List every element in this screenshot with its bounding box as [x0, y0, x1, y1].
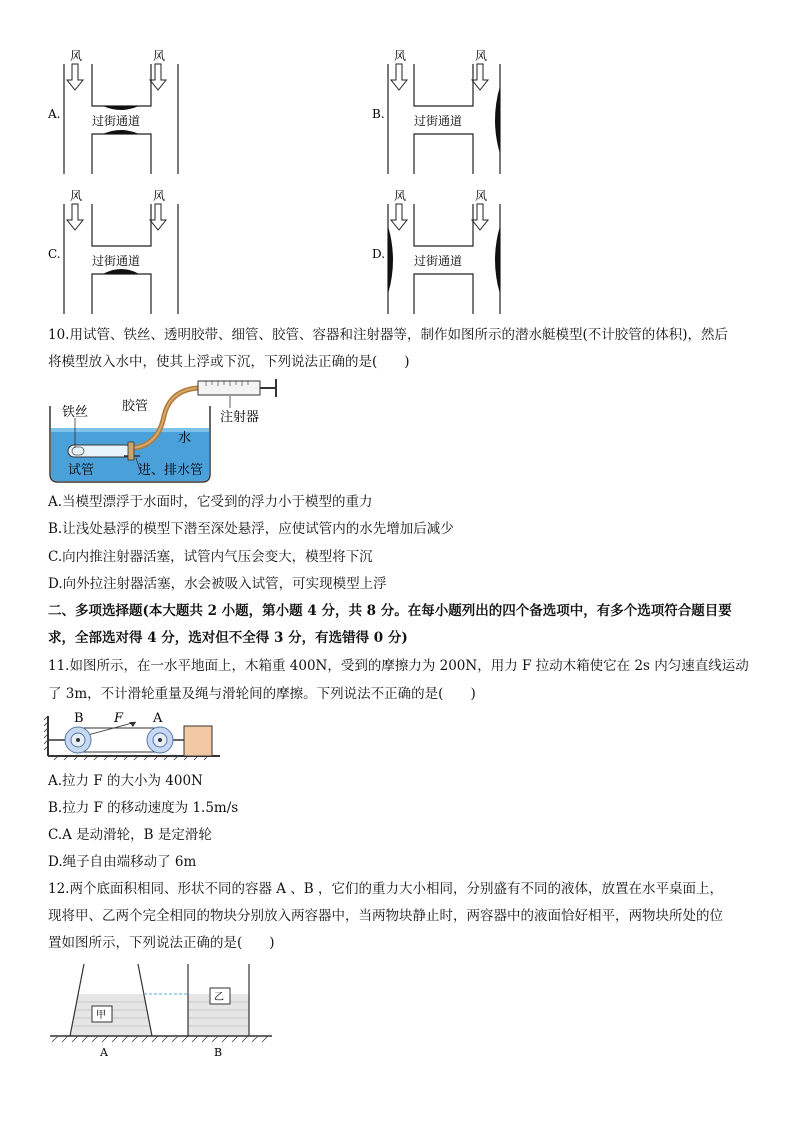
- option-a-letter: A.: [48, 107, 61, 121]
- wind-label-right: 风: [475, 49, 488, 63]
- option-c-letter: C.: [48, 247, 61, 261]
- label-hose: 胶管: [122, 399, 149, 414]
- wind-options-figure: [40, 44, 520, 319]
- label-f: F: [114, 711, 124, 726]
- q10-option-a[interactable]: A.当模型漂浮于水面时，它受到的浮力小于模型的重力: [48, 494, 373, 510]
- bulge-right: [495, 226, 500, 294]
- label-inlet: 进、排水管: [138, 463, 204, 478]
- option-a-figure[interactable]: [47, 49, 178, 174]
- option-b-figure[interactable]: [372, 49, 500, 174]
- label-b: B: [74, 711, 84, 726]
- q11-option-c[interactable]: C.A 是动滑轮，B 是定滑轮: [48, 827, 212, 843]
- label-container-a: A: [100, 1046, 108, 1059]
- q11-option-d[interactable]: D.绳子自由端移动了 6m: [48, 854, 197, 870]
- wind-label-left: 风: [394, 189, 407, 203]
- q10-stem-line2: 将模型放入水中，使其上浮或下沉，下列说法正确的是( ): [48, 354, 410, 370]
- wind-arrow-right-icon: [150, 64, 166, 90]
- channel-label: 过街通道: [414, 114, 463, 128]
- wind-label-left: 风: [70, 189, 83, 203]
- wind-arrow-left-icon: [67, 64, 83, 90]
- pulley-figure: [44, 708, 224, 764]
- q11-option-a[interactable]: A.拉力 F 的大小为 400N: [48, 773, 203, 789]
- label-syringe: 注射器: [220, 410, 260, 425]
- q11-stem-line1: 11.如图所示，在一水平地面上，木箱重 400N，受到的摩擦力为 200N，用力 F 拉动木箱使它在 2s 内匀速直线运动: [48, 658, 749, 674]
- label-wire: 铁丝: [62, 405, 89, 420]
- option-d-figure[interactable]: [372, 189, 500, 314]
- bulge-bottom: [103, 269, 139, 274]
- containers-figure: [48, 960, 278, 1060]
- wooden-box: [184, 726, 212, 756]
- wind-label-right: 风: [153, 189, 166, 203]
- q11-stem-line2: 了 3m，不计滑轮重量及绳与滑轮间的摩擦。下列说法不正确的是( ): [48, 686, 476, 702]
- wind-label-right: 风: [153, 49, 166, 63]
- pulley-b: [65, 727, 91, 753]
- channel-label: 过街通道: [92, 114, 141, 128]
- wind-arrow-right-icon: [472, 64, 488, 90]
- wind-label-right: 风: [475, 189, 488, 203]
- option-b-letter: B.: [372, 107, 385, 121]
- label-jia: 甲: [96, 1010, 106, 1021]
- q10-option-b[interactable]: B.让浅处悬浮的模型下潜至深处悬浮，应使试管内的水先增加后减少: [48, 521, 454, 537]
- wind-arrow-left-icon: [391, 204, 407, 230]
- section2-heading-line2: 求，全部选对得 4 分，选对但不全得 3 分，有选错得 0 分): [48, 630, 408, 646]
- label-tube: 试管: [68, 463, 95, 478]
- wind-arrow-left-icon: [391, 64, 407, 90]
- q12-stem-line1: 12.两个底面积相同、形状不同的容器 A 、B ，它们的重力大小相同，分别盛有不同的液体，放置在水平桌面上，: [48, 881, 724, 897]
- wind-label-left: 风: [394, 49, 407, 63]
- label-a: A: [153, 711, 163, 726]
- q12-stem-line3: 置如图所示，下列说法正确的是( ): [48, 935, 275, 951]
- wind-label-left: 风: [70, 49, 83, 63]
- label-yi: 乙: [214, 992, 224, 1003]
- channel-label: 过街通道: [92, 254, 141, 268]
- syringe: [198, 381, 260, 395]
- q10-option-c[interactable]: C.向内推注射器活塞，试管内气压会变大，模型将下沉: [48, 549, 373, 565]
- bulge-bottom: [103, 130, 139, 134]
- q11-option-b[interactable]: B.拉力 F 的移动速度为 1.5m/s: [48, 800, 239, 816]
- label-container-b: B: [214, 1046, 223, 1059]
- q10-option-d[interactable]: D.向外拉注射器活塞，水会被吸入试管，可实现模型上浮: [48, 576, 387, 592]
- wind-arrow-right-icon: [472, 204, 488, 230]
- q10-stem-line1: 10.用试管、铁丝、透明胶带、细管、胶管、容器和注射器等，制作如图所示的潜水艇模型(不计胶管的体积)，然后: [48, 327, 729, 343]
- submarine-model-figure: [48, 376, 288, 486]
- option-c-figure[interactable]: [48, 189, 178, 314]
- bulge-right: [495, 86, 500, 154]
- channel-label: 过街通道: [414, 254, 463, 268]
- section2-heading-line1: 二、多项选择题(本大题共 2 小题，第小题 4 分，共 8 分。在每小题列出的四个备选项中，有多个选项符合题目要: [48, 603, 732, 619]
- q12-stem-line2: 现将甲、乙两个完全相同的物块分别放入两容器中，当两物块静止时，两容器中的液面恰好相平，两物块所处的位: [48, 908, 723, 924]
- pulley-a: [147, 727, 173, 753]
- label-water: 水: [178, 431, 192, 446]
- option-d-letter: D.: [372, 247, 386, 261]
- wind-arrow-right-icon: [150, 204, 166, 230]
- bulge-left: [388, 226, 393, 294]
- bulge-top: [103, 106, 139, 110]
- wind-arrow-left-icon: [67, 204, 83, 230]
